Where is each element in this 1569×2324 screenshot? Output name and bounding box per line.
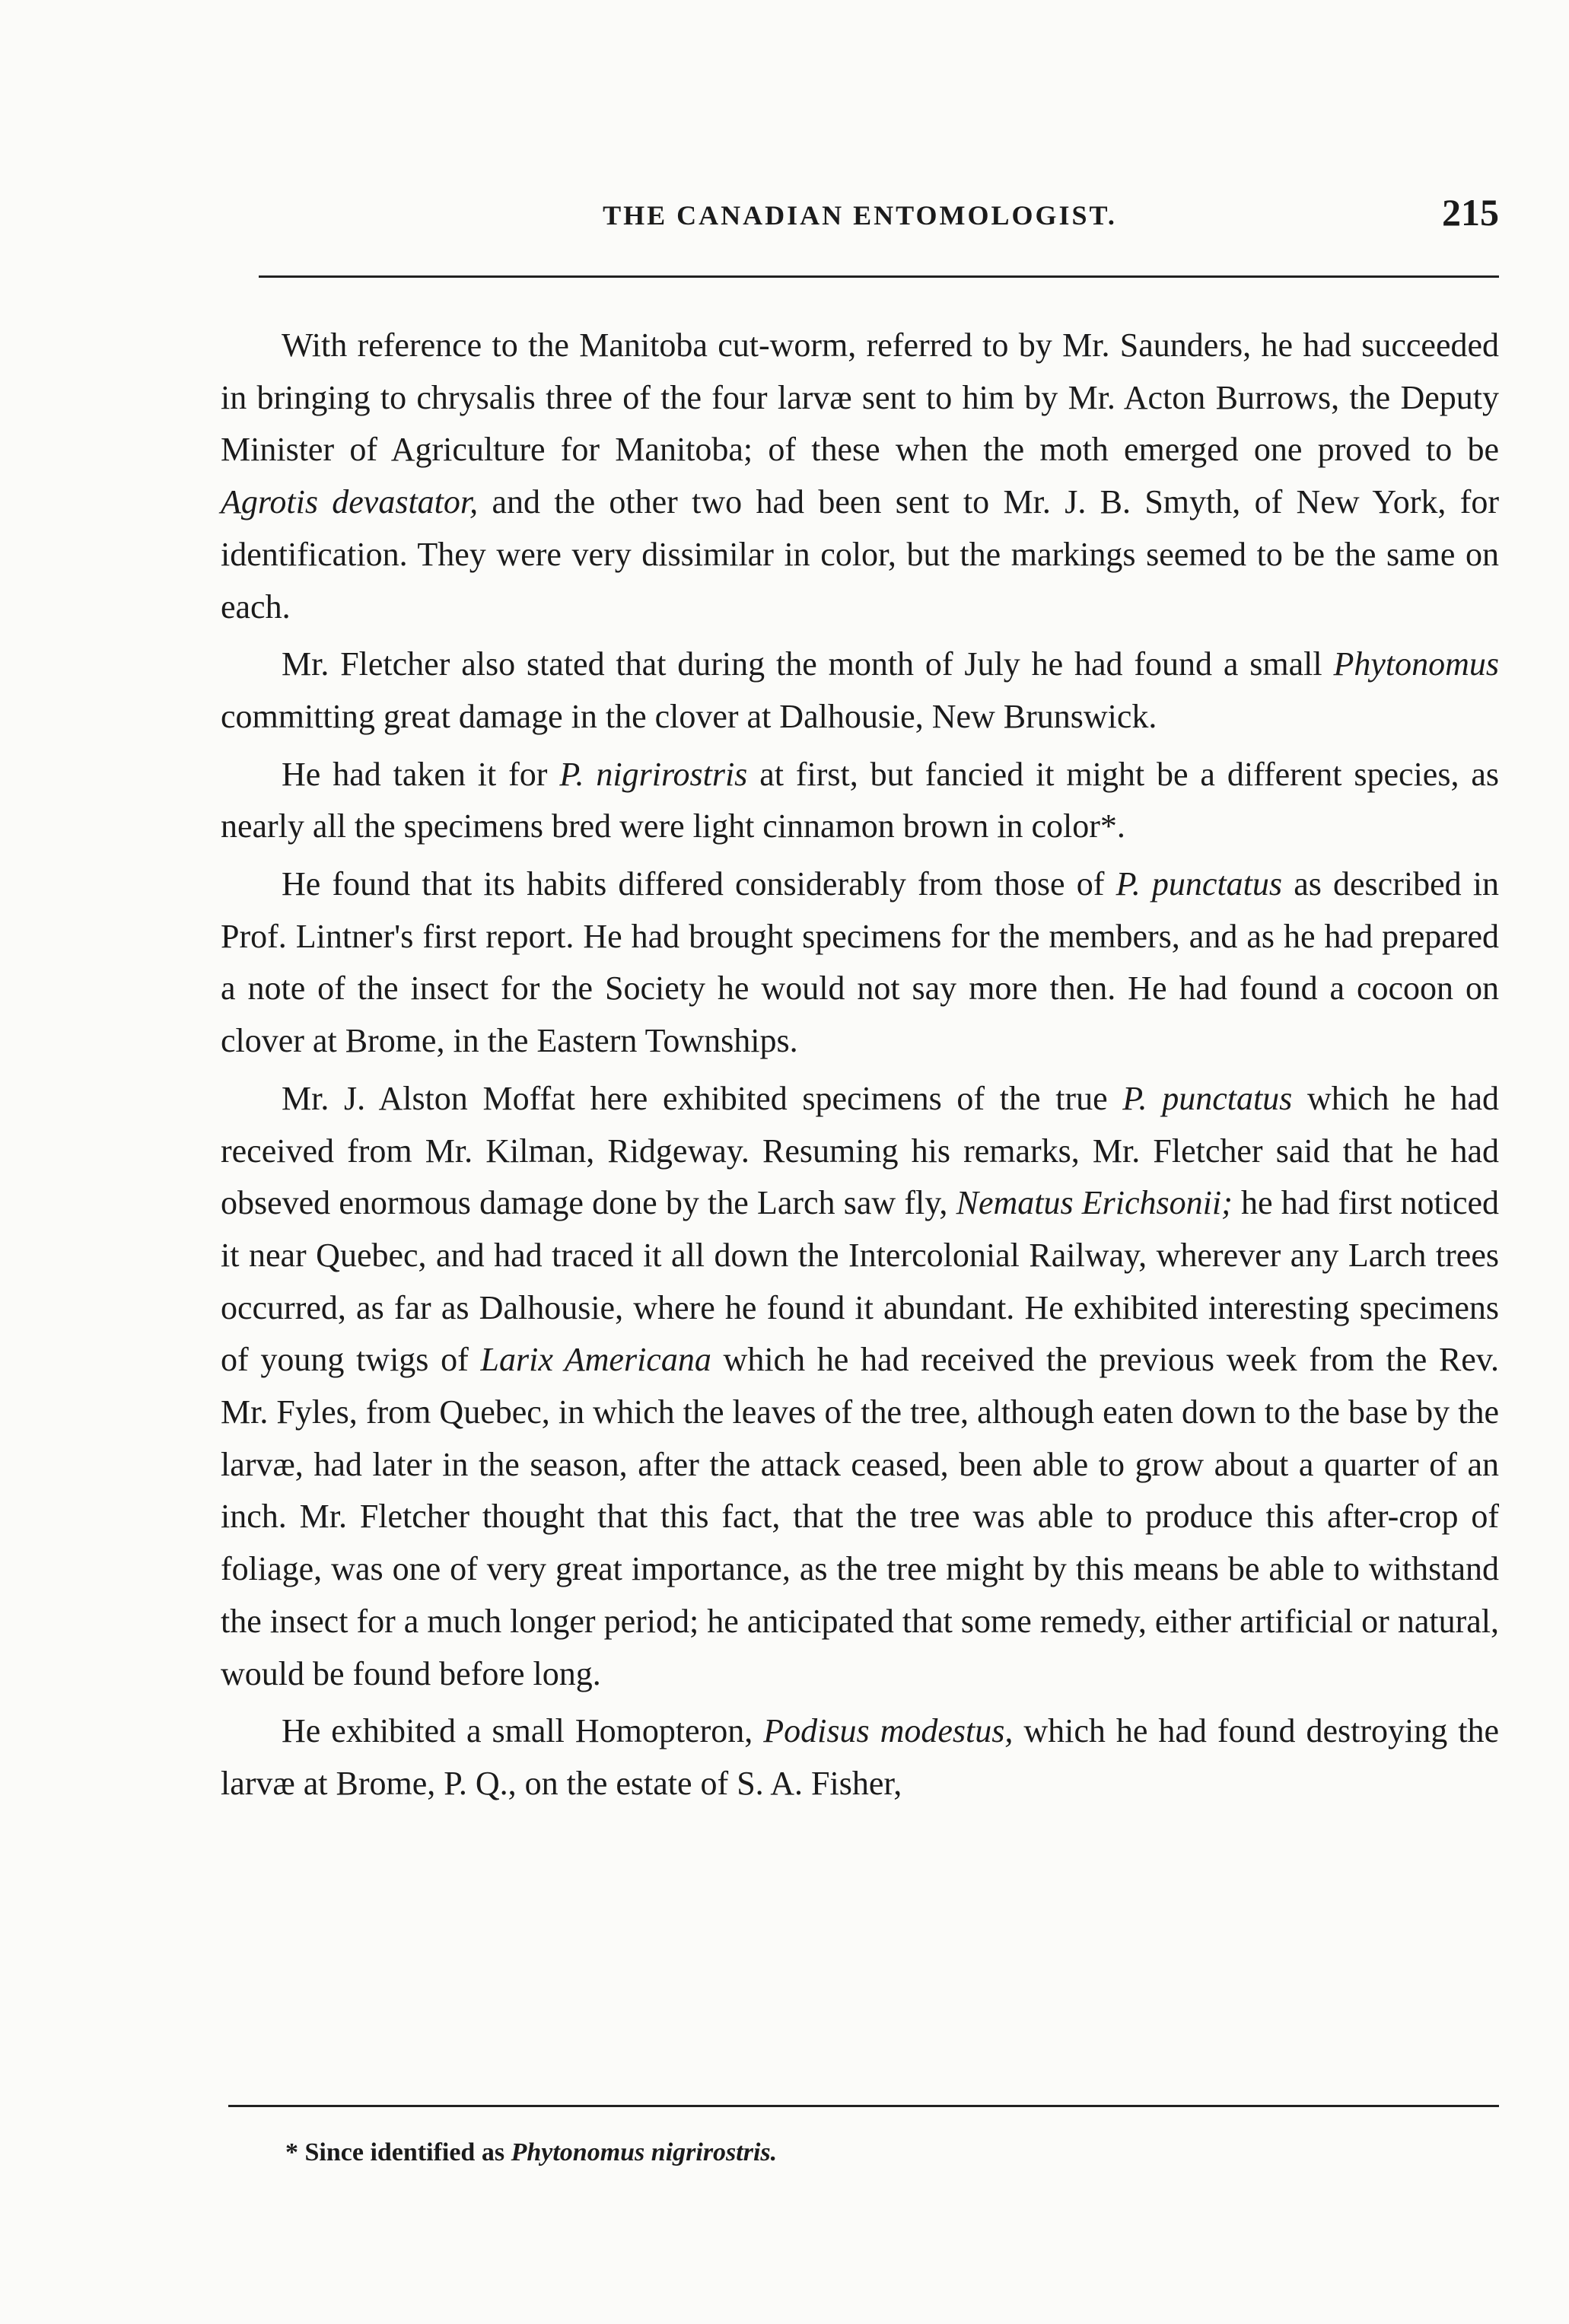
paragraph: [221, 638, 1499, 743]
text-run: as described in Prof. Lintner's first report. He had brought specimens for the members, and as he had prepared a note of the insect for the Society he would not say more then. He had found a cocoon on clover at Brome, in the Eastern Townships.: [221, 865, 1500, 1060]
italic-term: Nematus Erichsonii;: [956, 1184, 1233, 1222]
page-number: 215: [1442, 191, 1499, 234]
running-head: [221, 190, 1499, 236]
text-run: With reference to the Manitoba cut-worm, referred to by Mr. Saunders, he had succeeded in bringing to chrysalis three of the four larvæ sent to him by Mr. Acton Burrows, the Deputy Minister of Agriculture for Manitoba; of these when the moth emerged one proved to be: [221, 326, 1499, 469]
text-run: He exhibited a small Homopteron,: [282, 1712, 764, 1750]
text-run: He found that its habits differed considerably from those of: [282, 865, 1116, 903]
text-run: committing great damage in the clover at Dalhousie, New Brunswick.: [221, 697, 1157, 735]
text-run: at first, but fancied it might be a different species, as nearly all the specimens bred were light cinnamon brown in color*.: [221, 755, 1499, 845]
text-run: and the other two had been sent to Mr. J. B. Smyth, of New York, for identification. They were very dissimilar in color, but the markings seemed to be the same on each.: [221, 483, 1499, 626]
paragraph: [221, 320, 1499, 633]
header-rule: [259, 275, 1499, 278]
paragraph: [221, 858, 1499, 1068]
text-run: which he had received from Mr. Kilman, Ridgeway. Resuming his remarks, Mr. Fletcher said that he had obseved enormous damage done by the Larch saw fly,: [221, 1079, 1499, 1222]
text-run: Mr. Fletcher also stated that during the month of July he had found a small: [282, 645, 1334, 683]
text-run: He had taken it for: [282, 755, 560, 793]
italic-term: P. punctatus: [1115, 865, 1283, 903]
paragraph: [221, 1705, 1499, 1810]
italic-term: P. punctatus: [1122, 1079, 1293, 1117]
italic-term: Larix Americana: [480, 1341, 711, 1379]
italic-term: Podisus modestus,: [763, 1712, 1014, 1750]
italic-term: P. nigrirostris: [559, 755, 748, 793]
italic-term: Agrotis devastator,: [221, 483, 479, 521]
text-run: Mr. J. Alston Moffat here exhibited specimens of the true: [282, 1079, 1123, 1117]
paragraph: [221, 1073, 1499, 1700]
text-run: which he had received the previous week from the Rev. Mr. Fyles, from Quebec, in which the leaves of the tree, although eaten down to the base by the larvæ, had later in the season, after the attack ceased, been able to grow about a quarter of an inch. Mr. Fletcher thought that this fact, that the tree was able to produce this after-crop of foliage, was one of very great importance, as the tree might by this means be able to withstand the insect for a much longer period; he anticipated that some remedy, either artificial or natural, would be found before long.: [221, 1341, 1499, 1692]
body-text: [221, 320, 1499, 1816]
journal-title: THE CANADIAN ENTOMOLOGIST.: [603, 200, 1117, 231]
footnote-rule: [228, 2105, 1499, 2107]
italic-term: Phytonomus nigrirostris.: [511, 2138, 778, 2166]
paragraph: [221, 749, 1499, 853]
footnote: [285, 2138, 1427, 2167]
text-run: * Since identified as: [285, 2138, 511, 2166]
text-run: he had first noticed it near Quebec, and had traced it all down the Intercolonial Railway, wherever any Larch trees occurred, as far as Dalhousie, where he found it abundant. He exhibited interesting specimens of young twigs of: [221, 1184, 1500, 1379]
text-run: which he had found destroying the larvæ at Brome, P. Q., on the estate of S. A. Fisher,: [221, 1712, 1499, 1802]
italic-term: Phytonomus: [1333, 645, 1499, 683]
